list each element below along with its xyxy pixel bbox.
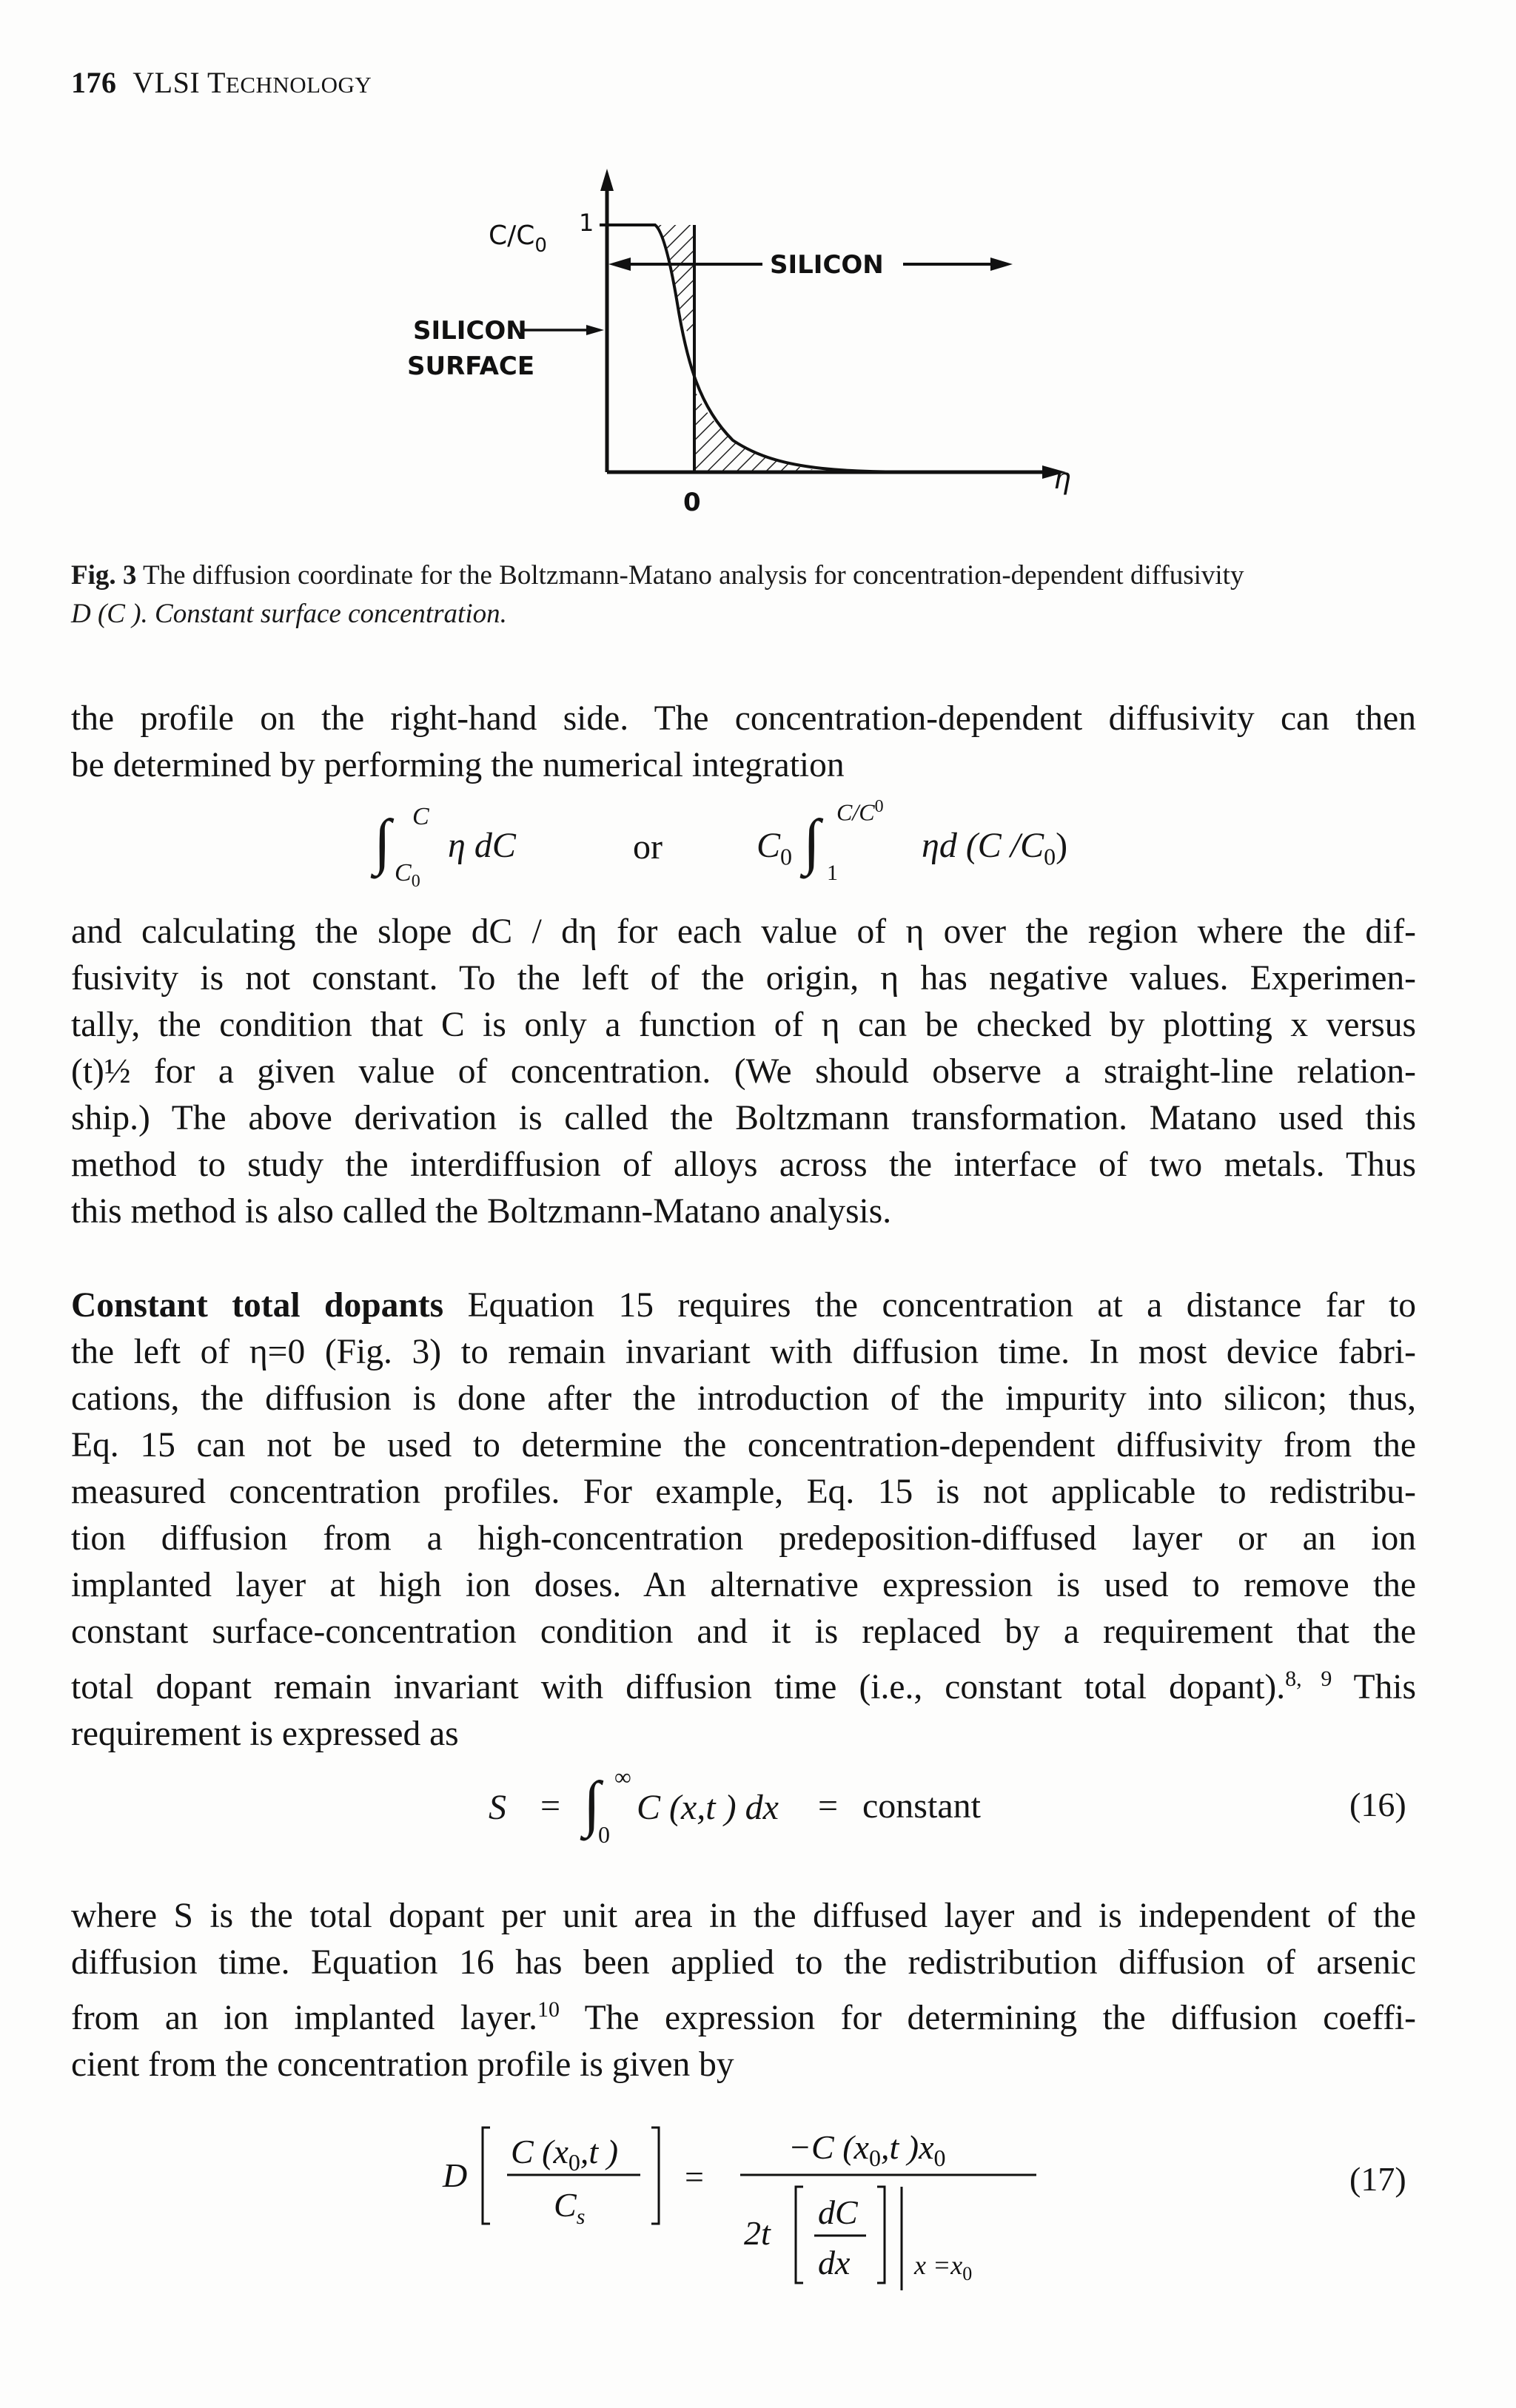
paragraph-2-line: and calculating the slope dC / dη for each value of η over the region where the dif- xyxy=(71,912,1416,951)
eq17-left-numerator: C ($x_0,t$ ) xyxy=(511,2133,619,2176)
paragraph-4 xyxy=(71,1893,1416,2088)
left-integrand: η dC xyxy=(448,826,516,865)
integral-expression xyxy=(374,797,1151,892)
paragraph-1 xyxy=(71,696,1416,789)
right-upper-limit: $C/C^0$ xyxy=(836,797,884,826)
equation-16: S = ∫ ∞ 0 C (x,t ) dx = constant xyxy=(489,1763,981,1848)
right-integrand: ηd (C $/C_0$) xyxy=(922,826,1068,870)
citation-ref: 10 xyxy=(537,1997,560,2022)
book-title-initial: T xyxy=(207,66,226,99)
tick-one-label: 1 xyxy=(579,209,594,237)
paragraph-3-line: tion diffusion from a high-concentration predeposition-diffused layer or an ion xyxy=(71,1519,1416,1558)
y-axis-arrowhead xyxy=(600,169,614,191)
paragraph-2-line: method to study the interdiffusion of alloys across the interface of two metals. Thus xyxy=(71,1146,1416,1184)
paragraph-3-line: cations, the diffusion is done after the introduction of the impurity into silicon; thus, xyxy=(71,1379,1416,1418)
paragraph-3-line: measured concentration profiles. For example, Eq. 15 is not applicable to redistribu- xyxy=(71,1473,1416,1511)
paragraph-4-line: diffusion time. Equation 16 has been applied to the redistribution diffusion of arsenic xyxy=(71,1943,1416,1982)
running-head xyxy=(71,65,372,100)
left-upper-limit: C xyxy=(412,803,429,830)
silicon-arrow-left-head xyxy=(608,258,631,271)
origin-label: 0 xyxy=(683,488,701,517)
book-title-rest: ECHNOLOGY xyxy=(225,72,372,98)
figure-label: Fig. 3 xyxy=(71,560,137,591)
figure-caption xyxy=(71,556,1418,633)
eq16-rhs: constant xyxy=(862,1786,981,1826)
eq17-left-denominator: $C_s$ xyxy=(554,2186,586,2229)
citation-ref: 8, 9 xyxy=(1285,1667,1332,1691)
paragraph-3-line: implanted layer at high ion doses. An alternative expression is used to remove the xyxy=(71,1566,1416,1604)
equation-17 xyxy=(429,2113,1096,2305)
y-axis-label: $C/C_0$ xyxy=(489,221,547,257)
surface-label-line1: SILICON xyxy=(413,316,527,346)
equation-16-number: (16) xyxy=(1349,1786,1406,1823)
section-heading: Constant total dopants xyxy=(71,1286,444,1325)
paragraph-3-line: total dopant remain invariant with diffusion time (i.e., constant total dopant).$^{8, 9}$ This xyxy=(71,1667,1416,1706)
caption-text-line2: D (C ). Constant surface concentration. xyxy=(71,599,507,629)
paragraph-4-line: cient from the concentration profile is given by xyxy=(71,2045,734,2084)
paragraph-1-line: the profile on the right-hand side. The concentration-dependent diffusivity can then xyxy=(71,699,1416,738)
svg-text:D: D xyxy=(443,2156,468,2194)
eq16-lhs: S xyxy=(489,1788,506,1827)
eq17-evaluation-point: $x =x_0$ xyxy=(914,2250,973,2284)
paragraph-3-line: Constant total dopants Equation 15 requires the concentration at a distance far to xyxy=(71,1286,1416,1325)
or-text: or xyxy=(633,827,663,867)
eq16-upper-limit: ∞ xyxy=(614,1763,631,1790)
paragraph-3-line: Eq. 15 can not be used to determine the concentration-dependent diffusivity from the xyxy=(71,1426,1416,1464)
paragraph-3-line: the left of η=0 (Fig. 3) to remain invariant with diffusion time. In most device fabri- xyxy=(71,1333,1416,1371)
page-number: 176 xyxy=(71,66,117,99)
paragraph-4-line: from an ion implanted layer.$^{10}$ The expression for determining the diffusion coeffi- xyxy=(71,1997,1416,2037)
paragraph-3-line: requirement is expressed as xyxy=(71,1714,459,1753)
surface-label-line2: SURFACE xyxy=(407,352,535,381)
paragraph-1-line: be determined by performing the numerical integration xyxy=(71,746,845,784)
silicon-arrow-right-head xyxy=(990,258,1013,271)
svg-text:dx: dx xyxy=(818,2244,851,2281)
eq16-lower-limit: 0 xyxy=(598,1821,610,1848)
integral-sign-right: ∫ xyxy=(803,807,821,876)
right-lower-limit: 1 xyxy=(827,861,838,885)
paragraph-2 xyxy=(71,909,1416,1235)
svg-text:dC: dC xyxy=(818,2193,858,2231)
left-lower-limit: $C_0$ xyxy=(395,859,420,891)
paragraph-3-line: constant surface-concentration condition and it is replaced by a requirement that the xyxy=(71,1612,1416,1651)
paragraph-2-line: (t)½ for a given value of concentration. (We should observe a straight-line relation- xyxy=(71,1052,1416,1091)
eq17-right-numerator: −C ($x_0,t$ )$x_0$ xyxy=(788,2128,946,2171)
hatched-area-lower xyxy=(694,389,814,472)
surface-arrow-head xyxy=(586,325,604,335)
paragraph-3 xyxy=(71,1282,1416,1758)
svg-text:2t: 2t xyxy=(744,2214,771,2252)
paragraph-2-line: ship.) The above derivation is called the Boltzmann transformation. Matano used this xyxy=(71,1099,1416,1137)
eq16-integrand: C (x,t ) dx xyxy=(637,1788,779,1827)
equation-17-number: (17) xyxy=(1349,2160,1406,2198)
paragraph-2-line: tally, the condition that C is only a function of η can be checked by plotting x versus xyxy=(71,1006,1416,1044)
silicon-label: SILICON xyxy=(770,250,884,280)
figure-3-diagram xyxy=(400,163,1140,518)
integral-sign: ∫ xyxy=(583,1769,601,1838)
caption-text-line1: The diffusion coordinate for the Boltzmann-Matano analysis for concentration-dependent diffusivity xyxy=(142,560,1244,591)
right-coefficient: $C_0$ xyxy=(757,826,793,870)
svg-text:=: = xyxy=(685,2158,704,2196)
x-axis-label: η xyxy=(1053,462,1070,496)
paragraph-2-line: fusivity is not constant. To the left of the origin, η has negative values. Experimen- xyxy=(71,959,1416,998)
integral-sign-left: ∫ xyxy=(374,807,392,876)
paragraph-2-line: this method is also called the Boltzmann-Matano analysis. xyxy=(71,1192,892,1231)
paragraph-4-line: where S is the total dopant per unit area in the diffused layer and is independent of the xyxy=(71,1897,1416,1935)
book-title-prefix: VLSI xyxy=(133,66,201,99)
